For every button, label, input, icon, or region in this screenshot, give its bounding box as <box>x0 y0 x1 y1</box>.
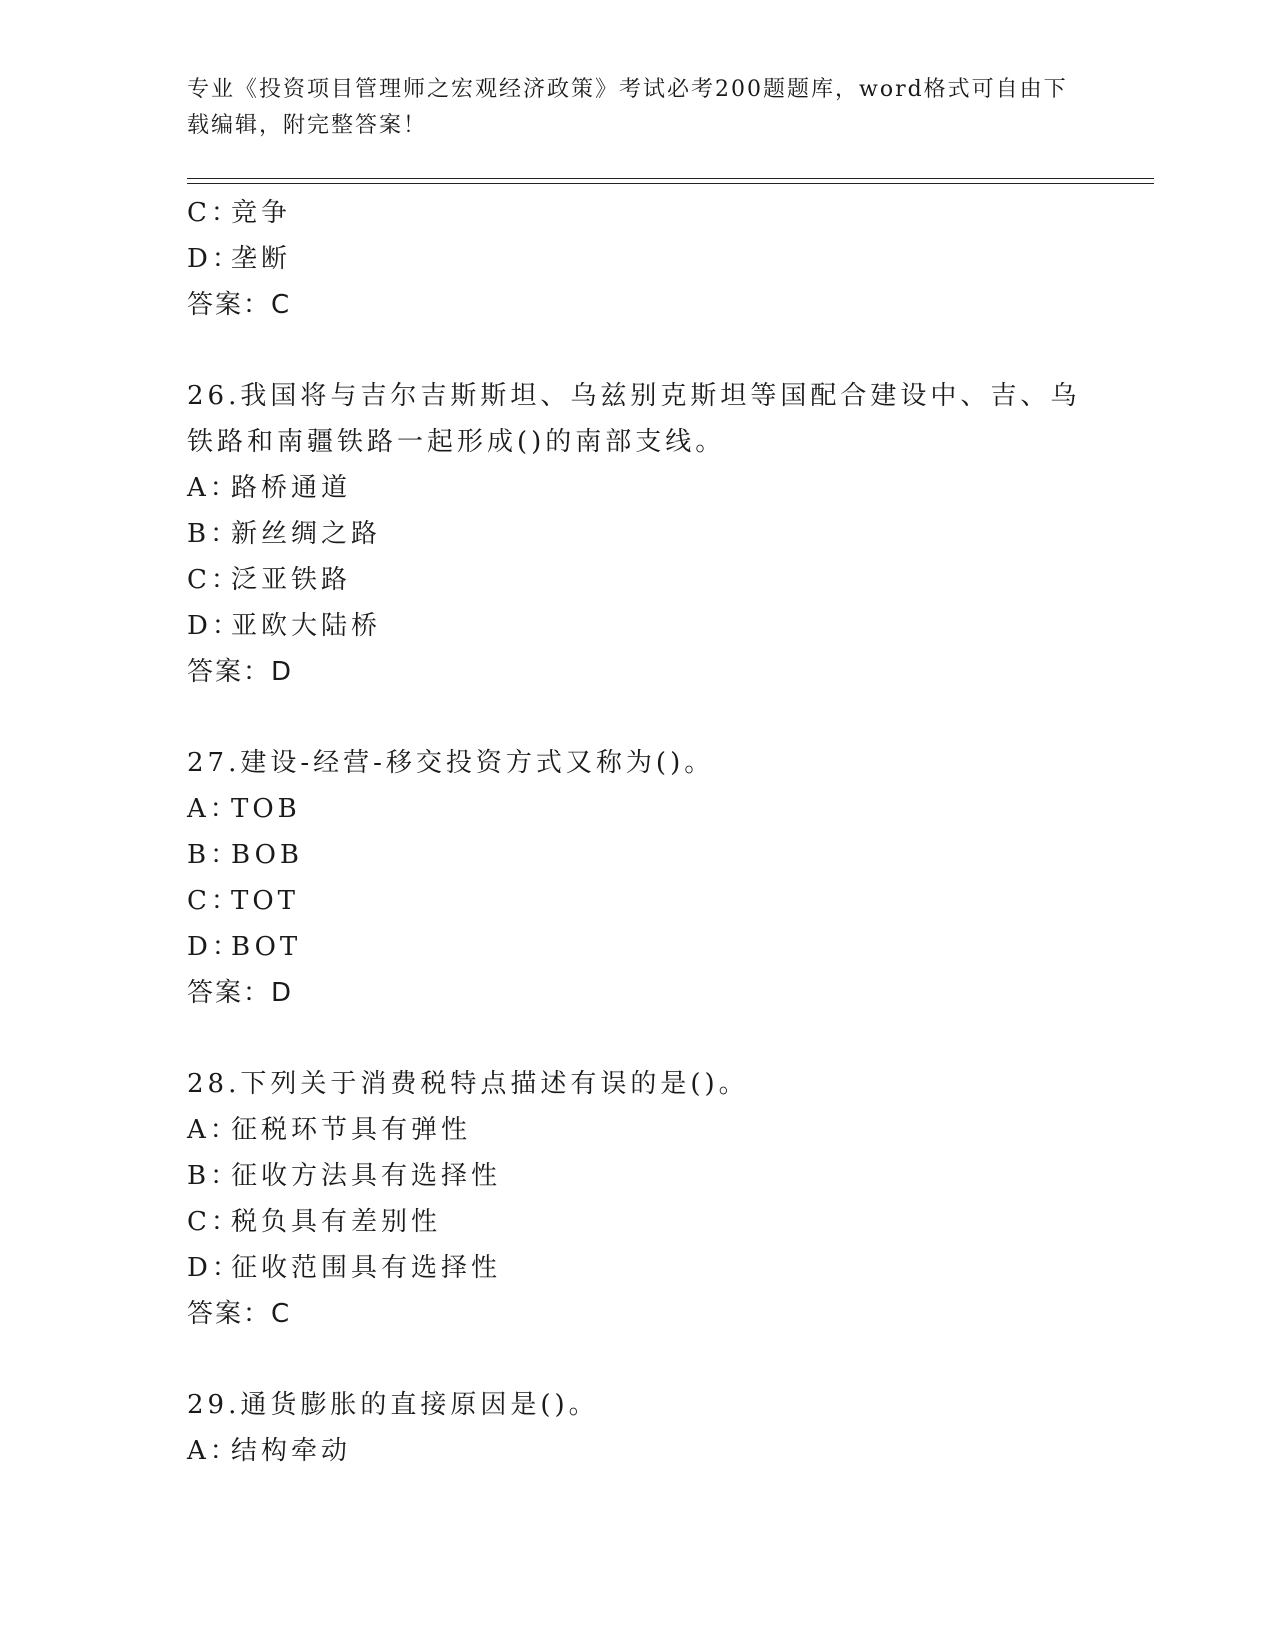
option-key: A： <box>187 794 240 824</box>
option-text: 征收方法具有选择性 <box>231 1161 502 1191</box>
option-key: A： <box>187 1115 240 1145</box>
option-text: 垄断 <box>231 244 292 274</box>
question-stem: 29.通货膨胀的直接原因是()。 <box>187 1390 599 1420</box>
question-stem: 26.我国将与吉尔吉斯斯坦、乌兹别克斯坦等国配合建设中、吉、乌铁路和南疆铁路一起形成()的南部支线。 <box>187 381 1081 457</box>
option-line <box>187 465 1147 511</box>
option-key: C： <box>187 565 241 595</box>
option-key: A： <box>187 1436 240 1466</box>
option-key: D： <box>187 932 242 962</box>
option-key: C： <box>187 1207 241 1237</box>
option-text: TOB <box>231 794 301 824</box>
option-text: 征收范围具有选择性 <box>231 1253 502 1283</box>
option-text: 新丝绸之路 <box>231 519 382 549</box>
option-line <box>187 1107 1147 1153</box>
option-text: 亚欧大陆桥 <box>231 611 382 641</box>
header-divider-second <box>187 183 1154 184</box>
option-line <box>187 1153 1147 1199</box>
option-key: B： <box>187 840 241 870</box>
option-line <box>187 236 1147 282</box>
option-text: TOT <box>231 886 299 916</box>
option-line <box>187 1428 1147 1474</box>
option-key: D： <box>187 611 242 641</box>
option-line <box>187 557 1147 603</box>
answer-line: 答案：C <box>187 1299 292 1329</box>
option-line <box>187 1199 1147 1245</box>
option-line <box>187 603 1147 649</box>
option-line <box>187 511 1147 557</box>
question-stem: 28.下列关于消费税特点描述有误的是()。 <box>187 1069 749 1099</box>
option-key: A： <box>187 473 240 503</box>
answer-line: 答案：D <box>187 657 294 687</box>
option-text: 路桥通道 <box>231 473 352 503</box>
option-line <box>187 878 1147 924</box>
option-line <box>187 786 1147 832</box>
option-text: 泛亚铁路 <box>231 565 352 595</box>
document-header: 专业《投资项目管理师之宏观经济政策》考试必考200题题库，word格式可自由下载编辑，附完整答案！ <box>187 77 1068 138</box>
answer-line: 答案：D <box>187 978 294 1008</box>
header-divider <box>187 178 1154 179</box>
option-text: 竞争 <box>231 198 292 228</box>
option-line <box>187 924 1147 970</box>
option-key: C： <box>187 886 241 916</box>
question-stem: 27.建设-经营-移交投资方式又称为()。 <box>187 748 715 778</box>
option-text: 征税环节具有弹性 <box>231 1115 472 1145</box>
option-key: D： <box>187 1253 242 1283</box>
question-list <box>187 190 1147 1474</box>
option-line <box>187 1245 1147 1291</box>
answer-line: 答案：C <box>187 290 292 320</box>
option-line <box>187 832 1147 878</box>
option-key: C： <box>187 198 241 228</box>
option-line <box>187 190 1147 236</box>
option-text: BOT <box>231 932 302 962</box>
option-key: B： <box>187 1161 241 1191</box>
option-text: BOB <box>231 840 304 870</box>
option-key: D： <box>187 244 242 274</box>
option-text: 税负具有差别性 <box>231 1207 442 1237</box>
option-key: B： <box>187 519 241 549</box>
option-text: 结构牵动 <box>231 1436 352 1466</box>
